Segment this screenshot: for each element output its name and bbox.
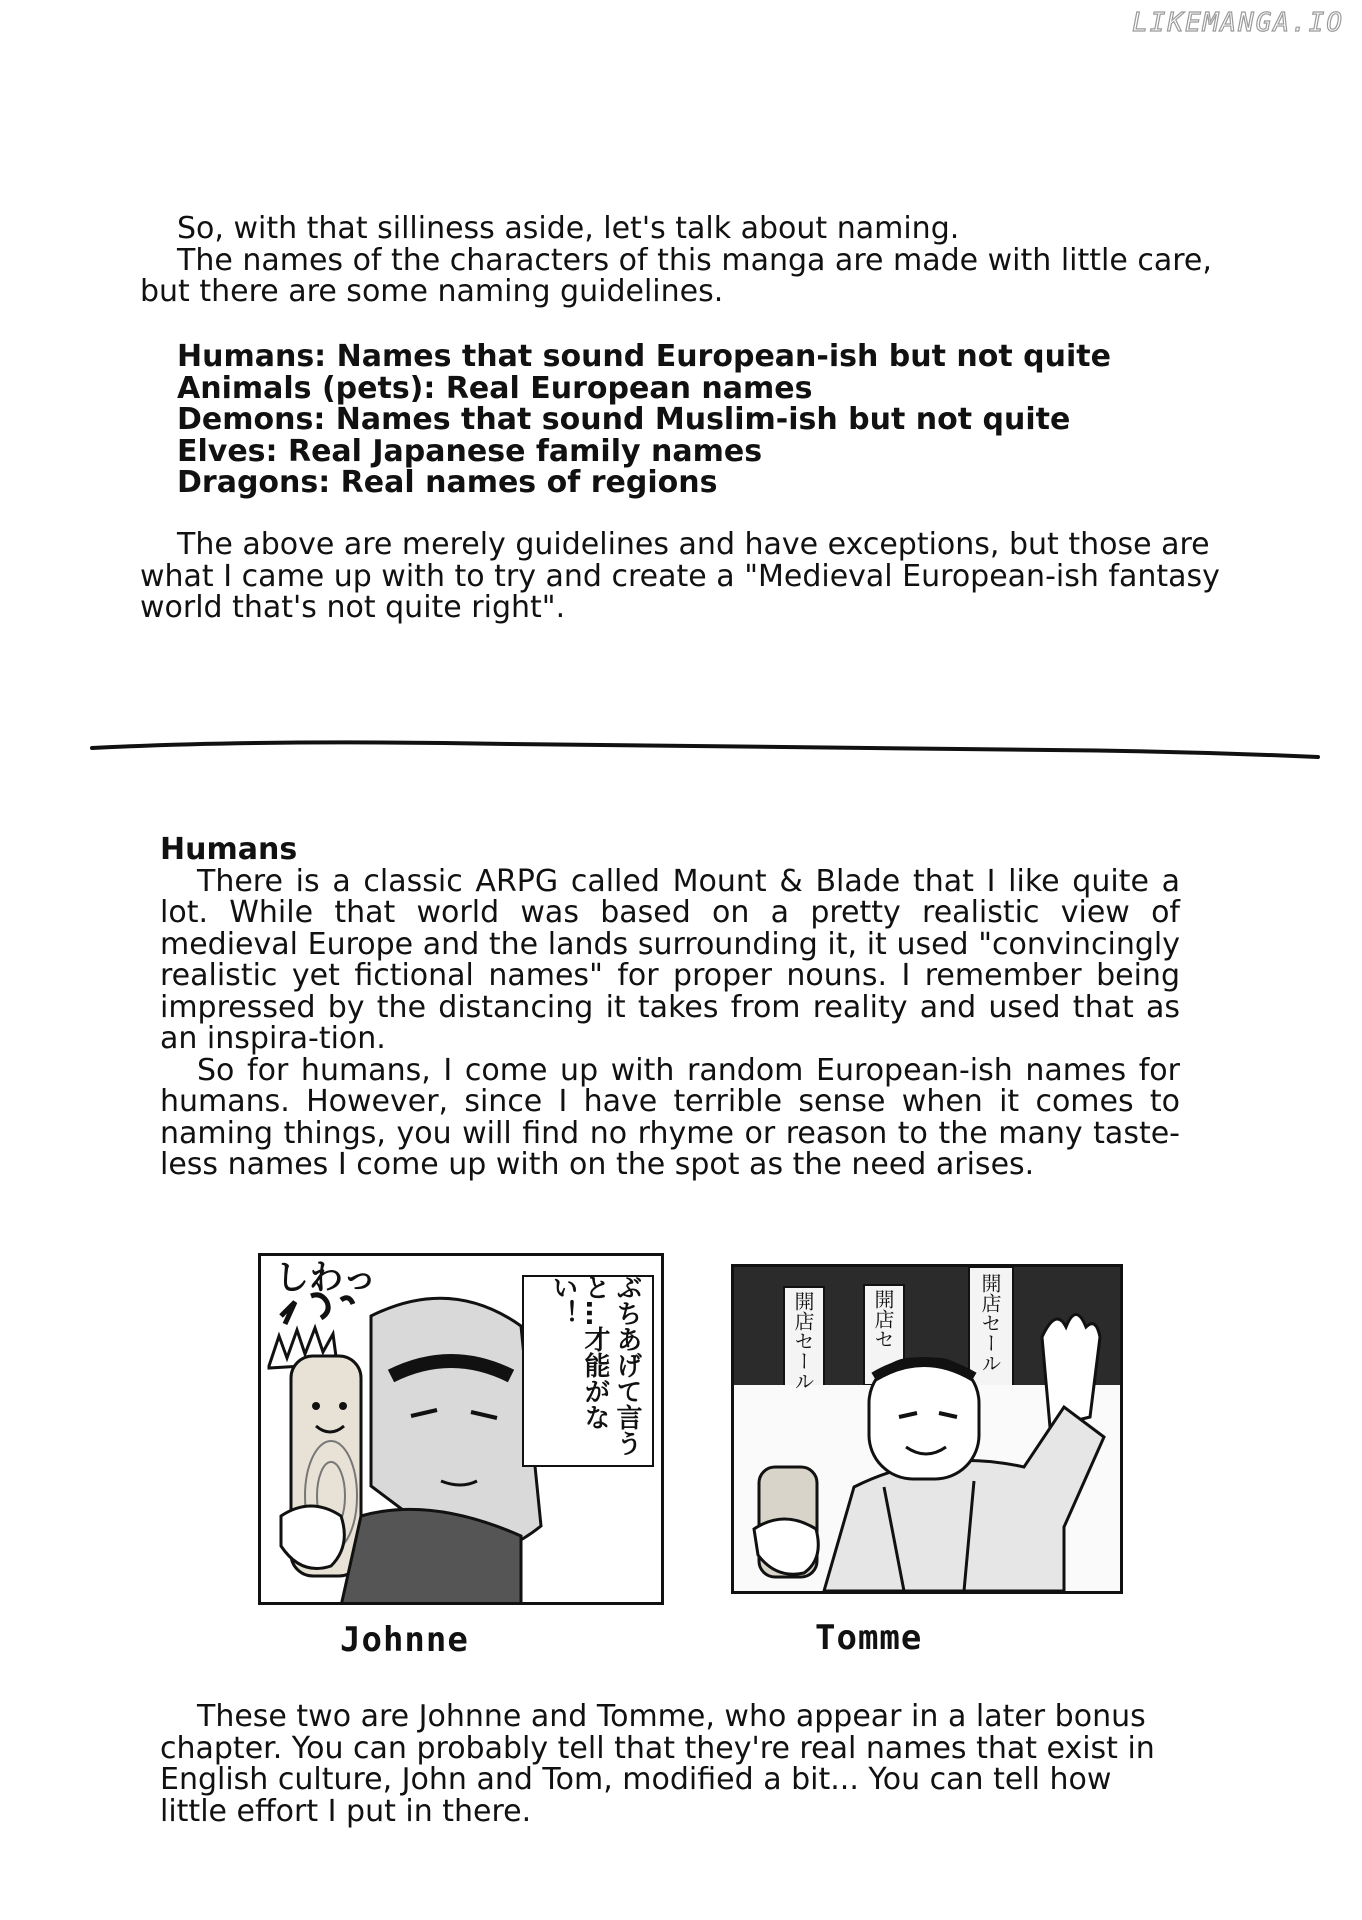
humans-heading: Humans <box>160 832 298 867</box>
johnne-sfx: しわっ <box>275 1258 377 1298</box>
guideline-demons: Demons: Names that sound Muslim-ish but not quite <box>177 402 1071 437</box>
guideline-humans: Humans: Names that sound European-ish but not quite <box>177 339 1111 374</box>
banner-right: 開店セール <box>978 1273 1002 1373</box>
humans-paragraph-1: There is a classic ARPG called Mount & Blade that I like quite a lot. While that world was based on a pretty realistic view of medieval Europe and the lands surrounding it, it used "convincingly realistic yet fictional names" for proper nouns. I remember being impressed by the distancing it takes from reality and used that as an inspira-tion. <box>160 863 1180 1056</box>
johnne-panel <box>258 1253 664 1605</box>
intro-line-1: So, with that silliness aside, let's talk about naming. <box>177 211 960 246</box>
intro-line-2: The names of the characters of this manga are made with little care, but there are some naming guidelines. <box>140 242 1212 309</box>
banner-left: 開店セール <box>791 1291 815 1391</box>
closing-text <box>160 1701 1180 1827</box>
humans-section <box>160 834 1180 1181</box>
note-text: The above are merely guidelines and have exceptions, but those are what I came up with to try and create a "Medieval European-ish fantasy world that's not quite right". <box>140 527 1220 625</box>
banner-middle: 開店セ <box>871 1289 895 1349</box>
johnne-caption: Johnne <box>340 1620 469 1660</box>
watermark: LIKEMANGA.IO <box>1132 8 1344 38</box>
guidelines-note <box>140 529 1230 624</box>
naming-guidelines <box>177 341 1177 499</box>
guideline-animals: Animals (pets): Real European names <box>177 370 813 406</box>
tomme-caption: Tomme <box>815 1618 923 1658</box>
humans-paragraph-2: So for humans, I come up with random European-ish names for humans. However, since I have terrible sense when it comes to naming things, you will find no rhyme or reason to the many taste-less names I come up with on the spot as the need arises. <box>160 1052 1180 1182</box>
intro-text <box>140 213 1230 308</box>
tomme-panel <box>731 1264 1123 1594</box>
guideline-elves: Elves: Real Japanese family names <box>177 433 763 469</box>
section-divider <box>90 736 1320 766</box>
johnne-speech-bubble: ぶちあげて言うと…才能がない！ <box>548 1274 642 1456</box>
closing-paragraph: These two are Johnne and Tomme, who appear in a later bonus chapter. You can probably tell that they're real names that exist in English culture, John and Tom, modified a bit... You can tell how little effort I put in there. <box>160 1699 1155 1829</box>
guideline-dragons: Dragons: Real names of regions <box>177 465 718 500</box>
